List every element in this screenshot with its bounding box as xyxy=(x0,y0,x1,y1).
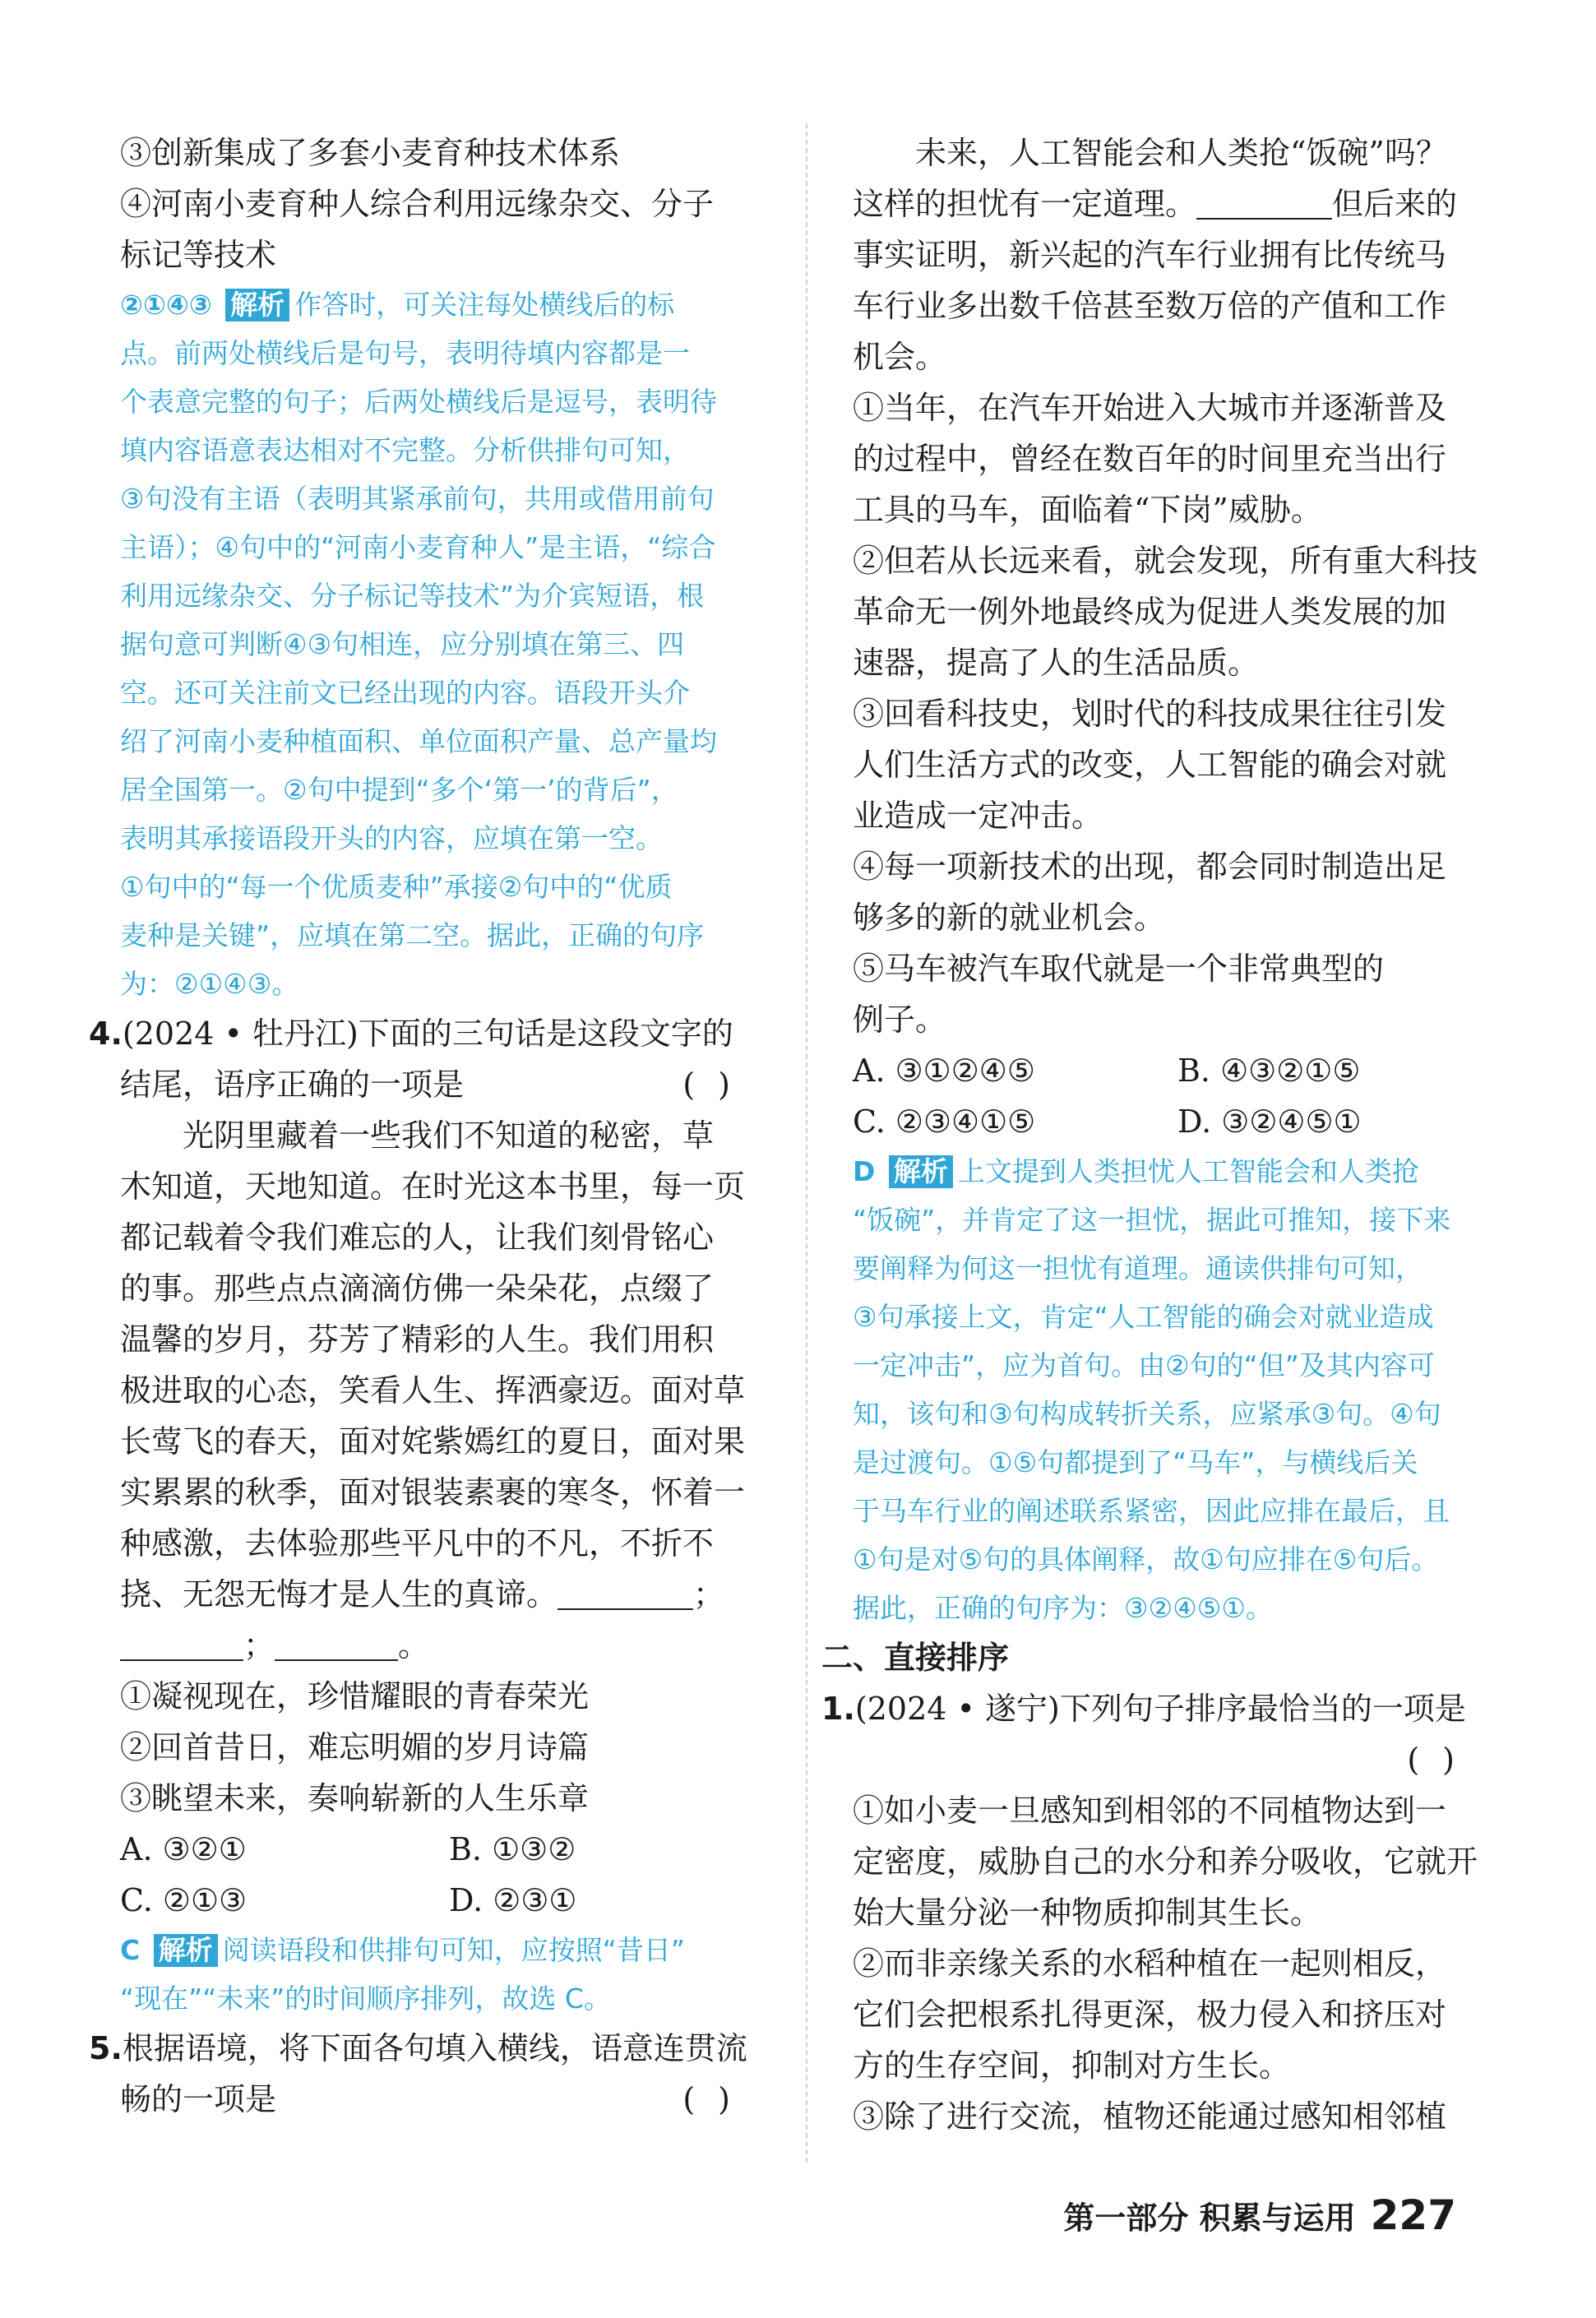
question-number: 4. xyxy=(89,1016,123,1052)
answer-q3 xyxy=(120,280,761,1008)
page-footer xyxy=(1063,2191,1456,2239)
question-5 xyxy=(89,2023,761,2125)
passage-line: 温馨的岁月，芬芳了精彩的人生。我们用积 xyxy=(120,1321,715,1358)
fill-blank xyxy=(1196,185,1332,220)
options-row xyxy=(120,1824,761,1875)
passage-line: 车行业多出数千倍甚至数万倍的产值和工作 xyxy=(853,288,1447,324)
option-sentence: 始大量分泌一种物质抑制其生长。 xyxy=(853,1895,1322,1931)
option-sentence: 革命无一例外地最终成为促进人类发展的加 xyxy=(853,594,1447,630)
question-text: (2024 • 牡丹江)下面的三句话是这段文字的 xyxy=(122,1016,733,1052)
answer-parens: () xyxy=(682,1066,753,1103)
option-d[interactable]: D. ②③① xyxy=(449,1882,577,1918)
passage-line: 极进取的心态，笑看人生、挥洒豪迈。面对草 xyxy=(120,1372,746,1409)
option-sentence: 定密度，威胁自己的水分和养分吸收，它就开 xyxy=(853,1844,1478,1880)
analysis-line: 空。还可关注前文已经出现的内容。语段开头介 xyxy=(120,677,690,709)
cont-line: ③创新集成了多套小麦育种技术体系 xyxy=(120,135,621,171)
passage-line: 光阴里藏着一些我们不知道的秘密，草 xyxy=(183,1117,715,1154)
fill-blank xyxy=(557,1575,693,1610)
option-sentence: ①如小麦一旦感知到相邻的不同植物达到一 xyxy=(853,1793,1447,1829)
passage-line: 这样的担忧有一定道理。 xyxy=(853,186,1197,222)
analysis-line: 表明其承接语段开头的内容，应填在第一空。 xyxy=(120,822,663,854)
analysis-line: “饭碗”，并肯定了这一担忧，据此可推知，接下来 xyxy=(853,1204,1451,1236)
right-column xyxy=(821,127,1486,2142)
passage-line: 实累累的秋季，面对银装素裹的寒冬，怀着一 xyxy=(120,1474,746,1511)
option-sentence: ⑤马车被汽车取代就是一个非常典型的 xyxy=(853,951,1385,987)
passage-line: 事实证明，新兴起的汽车行业拥有比传统马 xyxy=(853,237,1447,273)
option-sentence: ②但若从长远来看，就会发现，所有重大科技 xyxy=(853,543,1478,579)
question-number: 5. xyxy=(89,2030,123,2066)
passage-line: 未来，人工智能会和人类抢“饭碗”吗？ xyxy=(915,135,1447,171)
analysis-line: 要阐释为何这一担忧有道理。通读供排句可知， xyxy=(853,1252,1423,1284)
analysis-line: 个表意完整的句子；后两处横线后是逗号，表明待 xyxy=(120,386,717,418)
fill-blank xyxy=(275,1626,398,1661)
option-sentence: 够多的新的就业机会。 xyxy=(853,900,1166,936)
passage-line: 种感激，去体验那些平凡中的不凡，不折不 xyxy=(120,1525,715,1562)
option-b[interactable]: B. ①③② xyxy=(449,1831,576,1867)
left-column xyxy=(89,127,761,2125)
punct: ； xyxy=(693,1576,725,1612)
analysis-line: ①句中的“每一个优质麦种”承接②句中的“优质 xyxy=(120,871,673,903)
options-row xyxy=(853,1096,1486,1147)
analysis-line: 利用远缘杂交、分子标记等技术”为介宾短语，根 xyxy=(120,580,705,612)
option-sentence: ②而非亲缘关系的水稻种植在一起则相反， xyxy=(853,1946,1447,1982)
option-b[interactable]: B. ④③②①⑤ xyxy=(1177,1053,1361,1089)
option-sentence: 方的生存空间，抑制对方生长。 xyxy=(853,2047,1291,2084)
option-c[interactable]: C. ②①③ xyxy=(120,1882,247,1918)
section-heading: 二、直接排序 xyxy=(821,1640,1010,1676)
question-number: 1. xyxy=(821,1691,855,1727)
option-sentence: ③眺望未来，奏响崭新的人生乐章 xyxy=(120,1780,590,1816)
analysis-line: 据此，正确的句序为：③②④⑤①。 xyxy=(853,1592,1273,1624)
question-text: 结尾，语序正确的一项是 xyxy=(120,1066,465,1103)
option-sentence: ④每一项新技术的出现，都会同时制造出足 xyxy=(853,849,1447,885)
analysis-line: 为：②①④③。 xyxy=(120,968,299,1000)
option-sentence: ②回首昔日，难忘明媚的岁月诗篇 xyxy=(120,1729,590,1765)
option-sentence: ③回看科技史，划时代的科技成果往往引发 xyxy=(853,696,1447,732)
option-sentence: ③除了进行交流，植物还能通过感知相邻植 xyxy=(853,2098,1447,2135)
analysis-badge: 解析 xyxy=(225,289,289,322)
analysis-text: 阅读语段和供排句可知，应按照“昔日” xyxy=(222,1934,685,1966)
options-row xyxy=(853,1045,1486,1096)
option-sentence: 例子。 xyxy=(853,1002,947,1038)
option-a[interactable]: A. ③①②④⑤ xyxy=(853,1053,1035,1089)
analysis-badge: 解析 xyxy=(889,1155,953,1188)
question-4 xyxy=(89,1008,761,2023)
option-sentence: 人们生活方式的改变，人工智能的确会对就 xyxy=(853,747,1447,783)
analysis-line: 一定冲击”，应为首句。由②句的“但”及其内容可 xyxy=(853,1349,1435,1381)
answer-key: ②①④③ xyxy=(120,289,212,321)
column-divider xyxy=(806,123,807,2163)
analysis-text: 上文提到人类担忧人工智能会和人类抢 xyxy=(957,1155,1419,1187)
passage-line: 但后来的 xyxy=(1332,186,1458,222)
option-d[interactable]: D. ③②④⑤① xyxy=(1177,1103,1362,1140)
analysis-line: 于马车行业的阐述联系紧密，因此应排在最后，且 xyxy=(853,1495,1450,1527)
options-row xyxy=(120,1875,761,1926)
analysis-line: 点。前两处横线后是句号，表明待填内容都是一 xyxy=(120,337,690,369)
passage-line: 挠、无怨无悔才是人生的真谛。 xyxy=(120,1576,558,1612)
option-a[interactable]: A. ③②① xyxy=(120,1831,247,1867)
option-sentence: 的过程中，曾经在数百年的时间里充当出行 xyxy=(853,441,1447,477)
passage-line: 机会。 xyxy=(853,339,947,375)
option-sentence: 工具的马车，面临着“下岗”威胁。 xyxy=(853,492,1322,528)
question-text: 畅的一项是 xyxy=(120,2081,277,2117)
cont-line: ④河南小麦育种人综合利用远缘杂交、分子 xyxy=(120,186,715,222)
answer-key: C xyxy=(120,1934,141,1966)
footer-part-label: 第一部分 积累与运用 xyxy=(1063,2200,1356,2237)
analysis-line: 主语）；④句中的“河南小麦育种人”是主语，“综合 xyxy=(120,531,716,563)
analysis-line: “现在”“未来”的时间顺序排列，故选 C。 xyxy=(120,1983,611,2015)
answer-parens: () xyxy=(1407,1742,1478,1778)
passage-line: 长莺飞的春天，面对姹紫嫣红的夏日，面对果 xyxy=(120,1423,746,1460)
punct: ； xyxy=(243,1627,275,1663)
option-sentence: 速器，提高了人的生活品质。 xyxy=(853,645,1260,681)
fill-blank xyxy=(120,1626,243,1661)
option-sentence: ①凝视现在，珍惜耀眼的青春荣光 xyxy=(120,1678,590,1714)
analysis-line: 是过渡句。①⑤句都提到了“马车”，与横线后关 xyxy=(853,1446,1418,1478)
option-sentence: 它们会把根系扎得更深，极力侵入和挤压对 xyxy=(853,1996,1447,2033)
analysis-line: ③句承接上文，肯定“人工智能的确会对就业造成 xyxy=(853,1301,1434,1333)
option-c[interactable]: C. ②③④①⑤ xyxy=(853,1103,1036,1140)
cont-line: 标记等技术 xyxy=(120,237,277,273)
page-number: 227 xyxy=(1370,2191,1456,2239)
answer-key: D xyxy=(853,1155,876,1187)
passage-line: 的事。那些点点滴滴仿佛一朵朵花，点缀了 xyxy=(120,1270,715,1307)
analysis-line: 麦种是关键”，应填在第二空。据此，正确的句序 xyxy=(120,919,705,951)
question-text: 根据语境，将下面各句填入横线，语意连贯流 xyxy=(122,2030,747,2066)
question-1 xyxy=(821,1683,1486,2142)
analysis-badge: 解析 xyxy=(154,1934,218,1967)
analysis-line: 据句意可判断④③句相连，应分别填在第三、四 xyxy=(120,628,685,660)
answer-parens: () xyxy=(682,2081,753,2117)
analysis-line: ③句没有主语（表明其紧承前句，共用或借用前句 xyxy=(120,483,715,515)
analysis-line: ①句是对⑤句的具体阐释，故①句应排在⑤句后。 xyxy=(853,1543,1439,1575)
option-sentence: 业造成一定冲击。 xyxy=(853,798,1103,834)
punct: 。 xyxy=(398,1627,430,1663)
option-sentence: ①当年，在汽车开始进入大城市并逐渐普及 xyxy=(853,390,1447,426)
analysis-line: 绍了河南小麦种植面积、单位面积产量、总产量均 xyxy=(120,725,717,757)
analysis-text: 作答时，可关注每处横线后的标 xyxy=(294,289,675,321)
passage-line: 都记载着令我们难忘的人，让我们刻骨铭心 xyxy=(120,1219,715,1256)
passage-line: 木知道，天地知道。在时光这本书里，每一页 xyxy=(120,1168,746,1205)
question-text: (2024 • 遂宁)下列句子排序最恰当的一项是 xyxy=(854,1691,1466,1727)
analysis-line: 居全国第一。②句中提到“多个‘第一’的背后”， xyxy=(120,774,678,806)
analysis-line: 知，该句和③句构成转折关系，应紧承③句。④句 xyxy=(853,1398,1441,1430)
analysis-line: 填内容语意表达相对不完整。分析供排句可知， xyxy=(120,434,690,466)
